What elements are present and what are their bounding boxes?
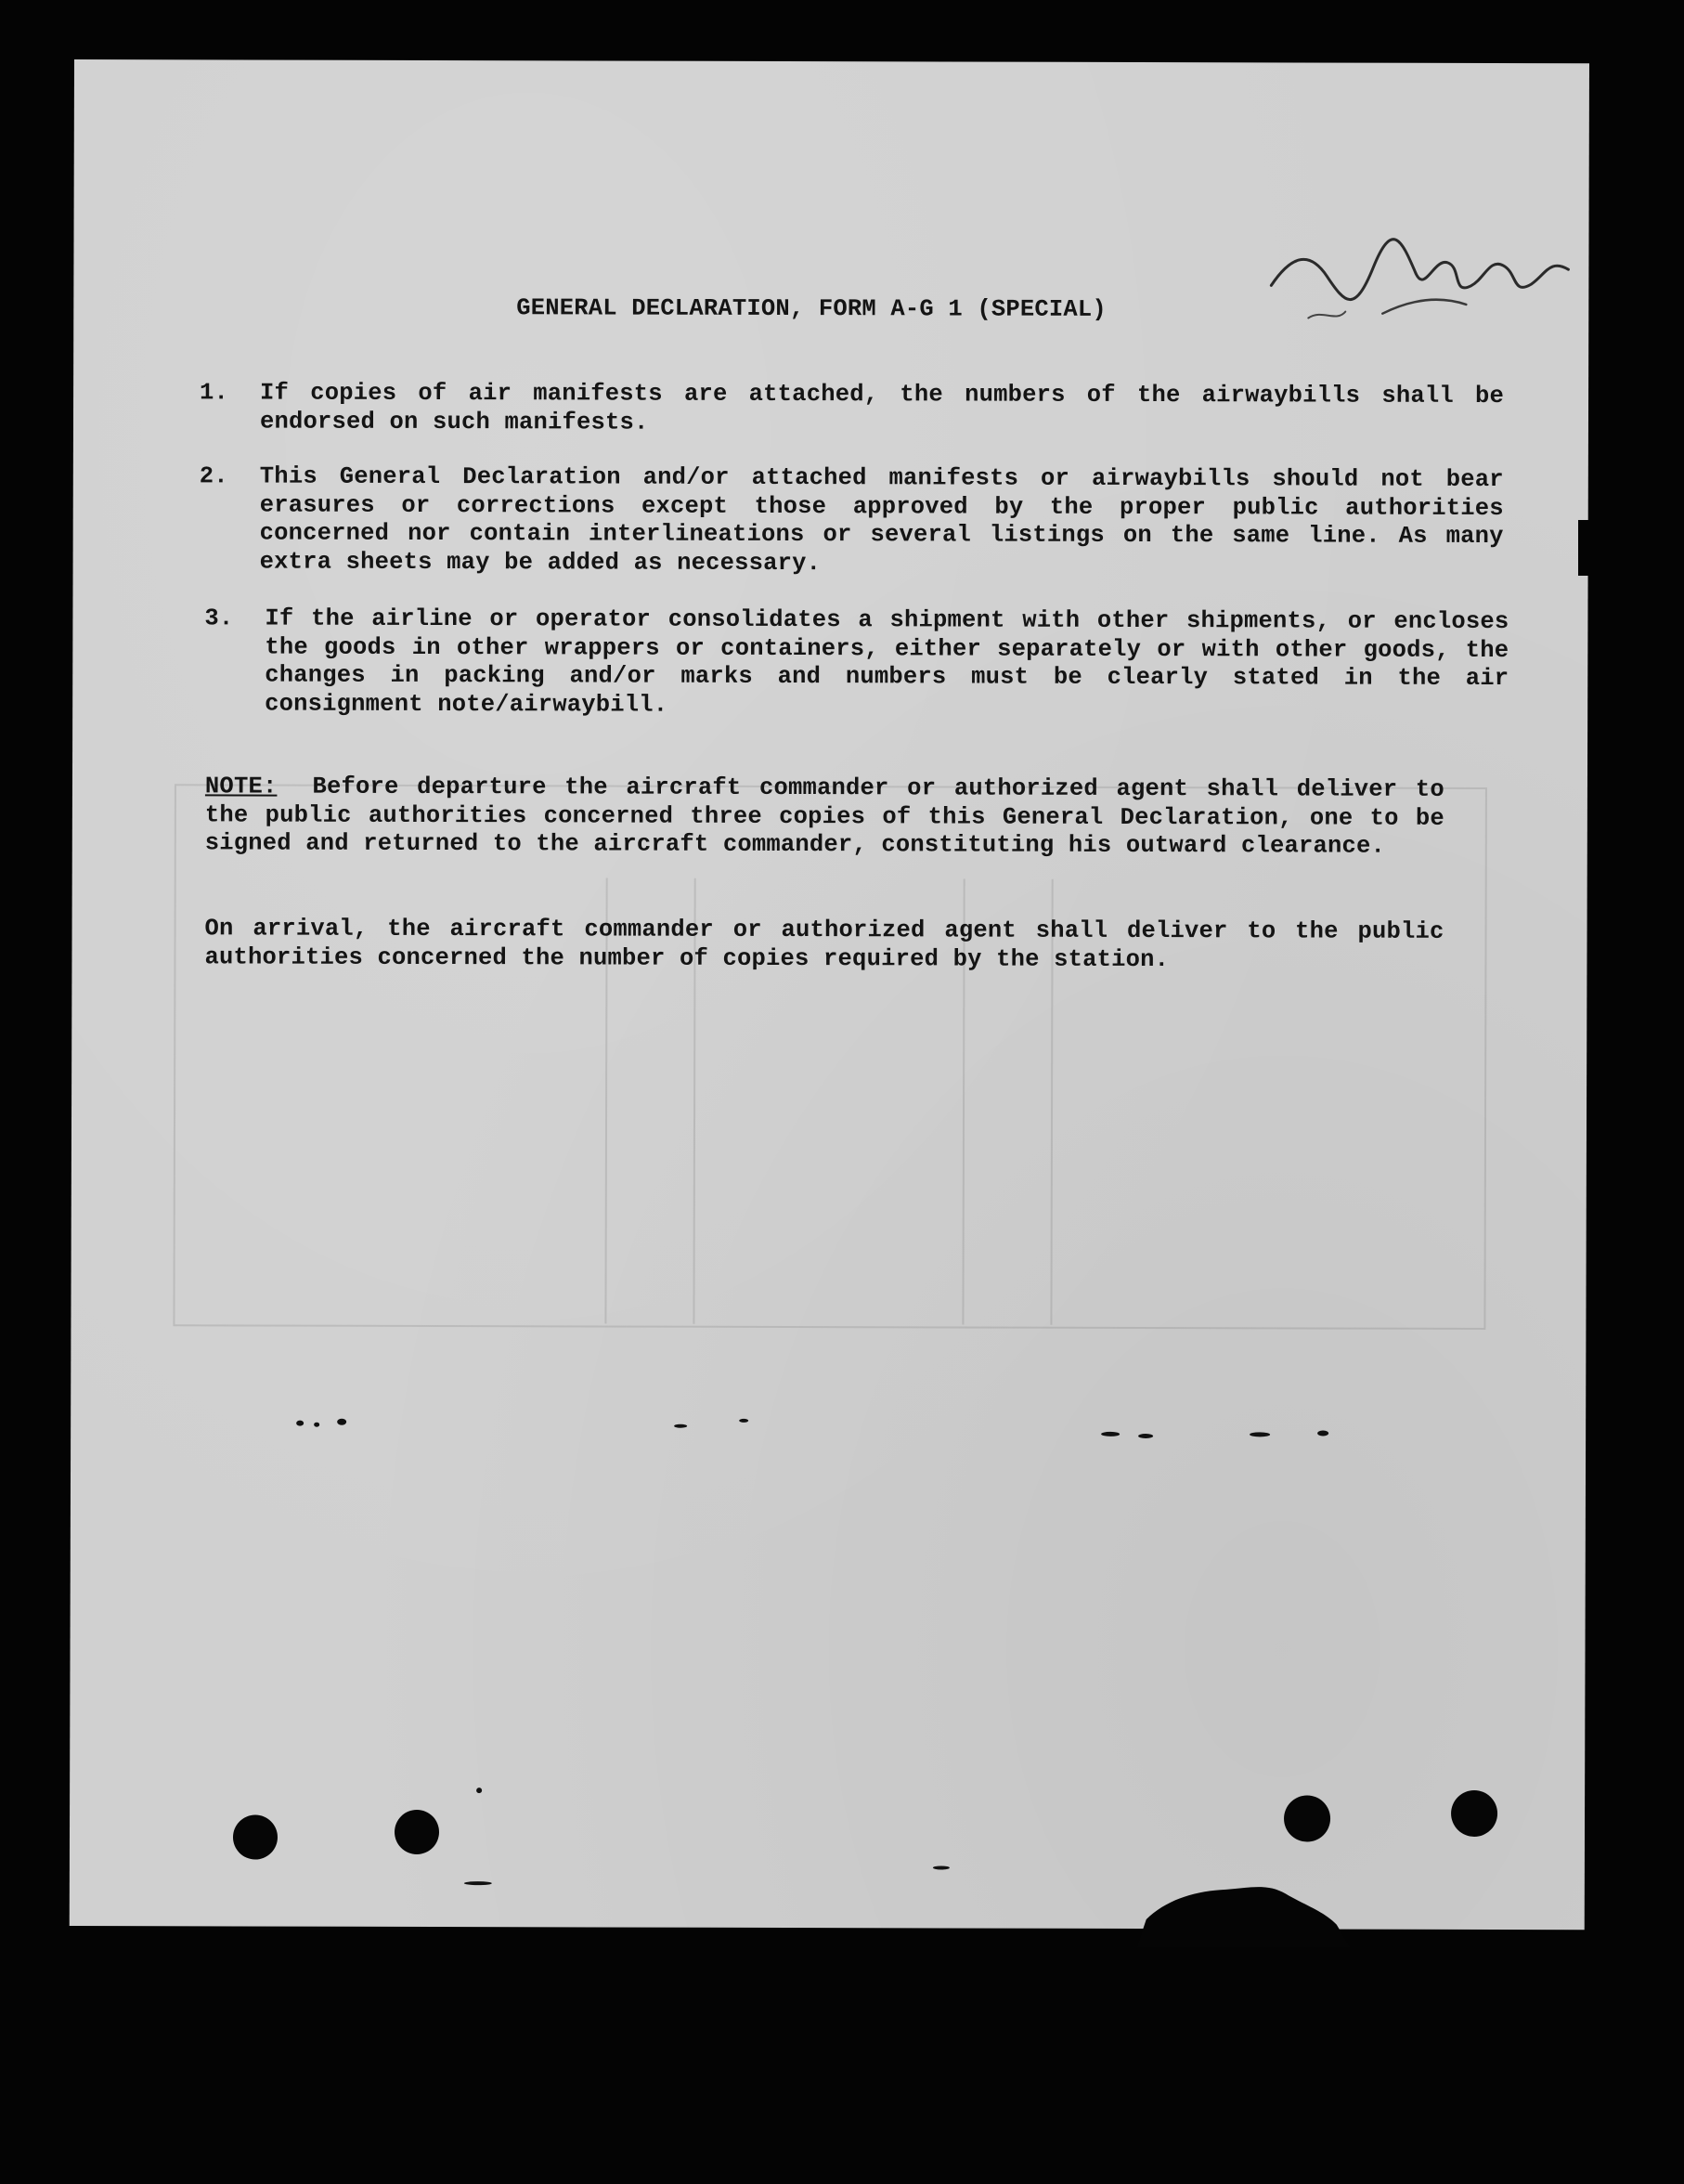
note-text: Before departure the aircraft commander or authorized agent shall deliver to the public authorities concerned three copies of this General Declaration, one to be signed and returned to the aircraft commander, constituting his outward clearance. [204, 773, 1444, 860]
paper-sheet [70, 59, 1589, 1930]
instruction-text: If the airline or operator consolidates a shipment with other shipments, or encloses the goods in other wrappers or containers, either separately or with other goods, the changes in packing and/or marks and numbers must be clearly stated in the air consignment note/airwaybill. [265, 604, 1509, 719]
note-label: NOTE: [204, 773, 278, 800]
instruction-item-3 [204, 604, 1522, 723]
handwritten-signature [1252, 220, 1587, 360]
punch-hole [1284, 1795, 1330, 1841]
note-paragraph [205, 773, 1444, 861]
ink-speck [296, 1421, 304, 1426]
punch-hole [233, 1814, 278, 1859]
ink-speck [1250, 1432, 1270, 1436]
arrival-paragraph: On arrival, the aircraft commander or authorized agent shall deliver to the public authorities concerned the number of copies required by the station. [204, 915, 1444, 973]
instruction-number: 3. [204, 604, 234, 632]
instruction-number: 2. [199, 462, 228, 490]
form-title: GENERAL DECLARATION, FORM A-G 1 (SPECIAL) [516, 294, 1107, 323]
instruction-text: If copies of air manifests are attached, the numbers of the airwaybills shall be endorsed on such manifests. [259, 379, 1505, 436]
instruction-item-2 [200, 462, 1518, 581]
scan-edge-notch [1578, 520, 1606, 576]
punch-hole [1451, 1790, 1497, 1837]
ink-speck [337, 1419, 346, 1425]
ink-speck [1317, 1431, 1328, 1436]
instruction-number: 1. [200, 379, 229, 407]
ink-speck [1101, 1432, 1120, 1436]
ink-speck [674, 1424, 687, 1428]
instruction-item-1 [200, 379, 1518, 442]
punch-hole [395, 1810, 439, 1854]
ink-speck [476, 1788, 482, 1793]
ink-speck [314, 1423, 319, 1427]
reverse-side-table-outline [173, 784, 1487, 1330]
instruction-text: This General Declaration and/or attached manifests or airwaybills should not bear erasures or corrections except those approved by the proper public authorities concerned nor contain interlineations or several listings on the same line. As many extra sheets may be added as necessary. [259, 462, 1504, 577]
ink-speck [933, 1866, 950, 1869]
ink-speck [1138, 1434, 1153, 1438]
ink-speck [464, 1881, 492, 1885]
ink-speck [739, 1419, 748, 1423]
torn-corner [1137, 1873, 1379, 1948]
